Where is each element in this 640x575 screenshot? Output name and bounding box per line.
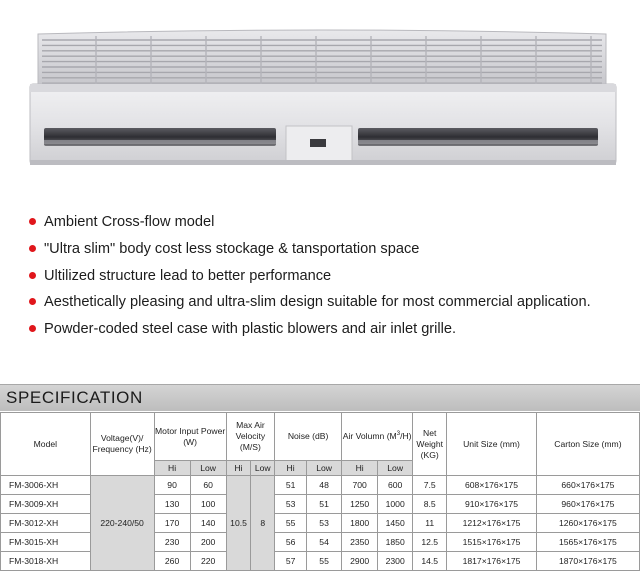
carton-size-cell: 1260×176×175 [536, 514, 639, 533]
carton-size-cell: 660×176×175 [536, 476, 639, 495]
motor-hi-cell: 260 [154, 552, 190, 571]
motor-low-cell: 200 [190, 533, 226, 552]
carton-size-cell: 1870×176×175 [536, 552, 639, 571]
noise-low-cell: 51 [307, 495, 342, 514]
motor-low-cell: 140 [190, 514, 226, 533]
subheader-hi: Hi [342, 461, 378, 476]
subheader-hi: Hi [226, 461, 251, 476]
unit-size-cell: 910×176×175 [447, 495, 537, 514]
motor-hi-cell: 170 [154, 514, 190, 533]
feature-item: Aesthetically pleasing and ultra-slim design suitable for most commercial application. [26, 292, 591, 319]
air-low-cell: 1850 [378, 533, 413, 552]
air-low-cell: 1450 [378, 514, 413, 533]
noise-low-cell: 54 [307, 533, 342, 552]
weight-cell: 11 [413, 514, 447, 533]
air-hi-cell: 700 [342, 476, 378, 495]
bullet-icon [29, 272, 36, 279]
specification-title: SPECIFICATION [6, 388, 143, 407]
unit-size-cell: 608×176×175 [447, 476, 537, 495]
feature-list [26, 212, 591, 346]
weight-cell: 7.5 [413, 476, 447, 495]
header-model: Model [1, 413, 91, 476]
model-cell: FM-3012-XH [1, 514, 91, 533]
feature-item: Ambient Cross-flow model [26, 212, 591, 239]
feature-item: Ultilized structure lead to better performance [26, 266, 591, 293]
subheader-hi: Hi [275, 461, 307, 476]
air-hi-cell: 2900 [342, 552, 378, 571]
model-cell: FM-3015-XH [1, 533, 91, 552]
model-cell: FM-3009-XH [1, 495, 91, 514]
air-hi-cell: 2350 [342, 533, 378, 552]
noise-hi-cell: 53 [275, 495, 307, 514]
air-hi-cell: 1250 [342, 495, 378, 514]
air-low-cell: 2300 [378, 552, 413, 571]
feature-item: "Ultra slim" body cost less stockage & tansportation space [26, 239, 591, 266]
subheader-hi: Hi [154, 461, 190, 476]
table-row [1, 476, 640, 495]
model-cell: FM-3018-XH [1, 552, 91, 571]
weight-cell: 14.5 [413, 552, 447, 571]
motor-hi-cell: 230 [154, 533, 190, 552]
subheader-low: Low [251, 461, 275, 476]
air-low-cell: 600 [378, 476, 413, 495]
air-curtain-product-image [0, 0, 640, 192]
control-panel-icon [310, 139, 326, 147]
noise-hi-cell: 55 [275, 514, 307, 533]
header-net-weight: Net Weight (KG) [413, 413, 447, 476]
weight-cell: 12.5 [413, 533, 447, 552]
motor-low-cell: 100 [190, 495, 226, 514]
unit-size-cell: 1515×176×175 [447, 533, 537, 552]
motor-hi-cell: 90 [154, 476, 190, 495]
bullet-icon [29, 218, 36, 225]
subheader-low: Low [378, 461, 413, 476]
header-noise: Noise (dB) [275, 413, 342, 461]
header-motor-power: Motor Input Power (W) [154, 413, 226, 461]
header-air-volume: Air Volumn $(M^3/H)$ [342, 413, 413, 461]
weight-cell: 8.5 [413, 495, 447, 514]
header-unit-size: Unit Size (mm) [447, 413, 537, 476]
carton-size-cell: 1565×176×175 [536, 533, 639, 552]
subheader-low: Low [307, 461, 342, 476]
air-low-cell: 1000 [378, 495, 413, 514]
noise-hi-cell: 57 [275, 552, 307, 571]
header-air-velocity: Max Air Velocity (M/S) [226, 413, 274, 461]
specification-table [0, 412, 640, 571]
voltage-cell: 220-240/50 [90, 476, 154, 571]
unit-size-cell: 1212×176×175 [447, 514, 537, 533]
bullet-icon [29, 245, 36, 252]
noise-hi-cell: 51 [275, 476, 307, 495]
noise-low-cell: 55 [307, 552, 342, 571]
air-hi-cell: 1800 [342, 514, 378, 533]
velocity-low-cell: 8 [251, 476, 275, 571]
header-carton-size: Carton Size (mm) [536, 413, 639, 476]
specification-header [0, 384, 640, 411]
bullet-icon [29, 325, 36, 332]
feature-item: Powder-coded steel case with plastic blowers and air inlet grille. [26, 319, 591, 346]
velocity-hi-cell: 10.5 [226, 476, 251, 571]
motor-hi-cell: 130 [154, 495, 190, 514]
noise-low-cell: 48 [307, 476, 342, 495]
carton-size-cell: 960×176×175 [536, 495, 639, 514]
bullet-icon [29, 298, 36, 305]
header-voltage: Voltage(V)/ Frequency (Hz) [90, 413, 154, 476]
subheader-low: Low [190, 461, 226, 476]
unit-size-cell: 1817×176×175 [447, 552, 537, 571]
model-cell: FM-3006-XH [1, 476, 91, 495]
noise-hi-cell: 56 [275, 533, 307, 552]
noise-low-cell: 53 [307, 514, 342, 533]
motor-low-cell: 60 [190, 476, 226, 495]
motor-low-cell: 220 [190, 552, 226, 571]
